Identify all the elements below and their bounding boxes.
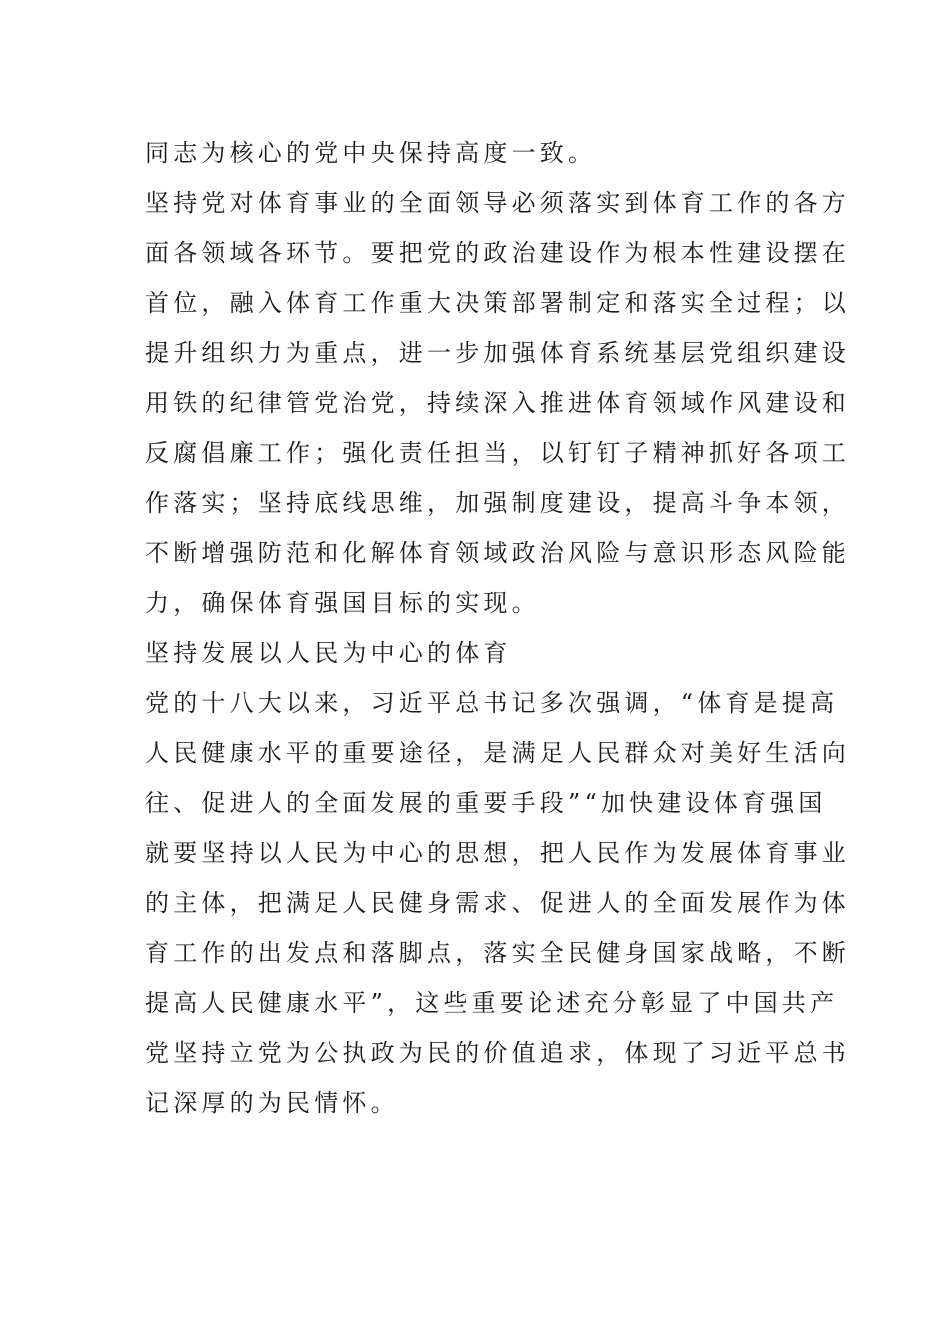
text-line: 面各领域各环节。要把党的政治建设作为根本性建设摆在 [145,239,850,267]
text-line: 记深厚的为民情怀。 [145,1089,399,1117]
text-line: 坚持党对体育事业的全面领导必须落实到体育工作的各方 [145,189,850,217]
text-line: 党坚持立党为公执政为民的价值追求，体现了习近平总书 [145,1039,850,1067]
text-line: 反腐倡廉工作；强化责任担当，以钉钉子精神抓好各项工 [145,439,850,467]
text-line: 首位，融入体育工作重大决策部署制定和落实全过程；以 [145,289,850,317]
text-line: 提升组织力为重点，进一步加强体育系统基层党组织建设 [145,339,850,367]
text-line: 作落实；坚持底线思维，加强制度建设，提高斗争本领， [145,489,850,517]
text-line: 育工作的出发点和落脚点，落实全民健身国家战略，不断 [145,939,850,967]
text-line: 用铁的纪律管党治党，持续深入推进体育领域作风建设和 [145,389,850,417]
text-line: 的主体，把满足人民健身需求、促进人的全面发展作为体 [145,889,850,917]
document-body [145,128,850,1128]
text-line: 人民健康水平的重要途径，是满足人民群众对美好生活向 [145,739,850,767]
text-line: 党的十八大以来，习近平总书记多次强调，“体育是提高 [145,689,839,717]
text-line: 不断增强防范和化解体育领域政治风险与意识形态风险能 [145,539,850,567]
text-line: 力，确保体育强国目标的实现。 [145,589,540,617]
text-line: 同志为核心的党中央保持高度一致。 [145,139,597,167]
text-line: 提高人民健康水平”，这些重要论述充分彰显了中国共产 [145,989,839,1017]
text-line: 往、促进人的全面发展的重要手段”“加快建设体育强国 [145,789,827,817]
section-heading: 坚持发展以人民为中心的体育 [145,639,512,667]
text-line: 就要坚持以人民为中心的思想，把人民作为发展体育事业 [145,839,850,867]
